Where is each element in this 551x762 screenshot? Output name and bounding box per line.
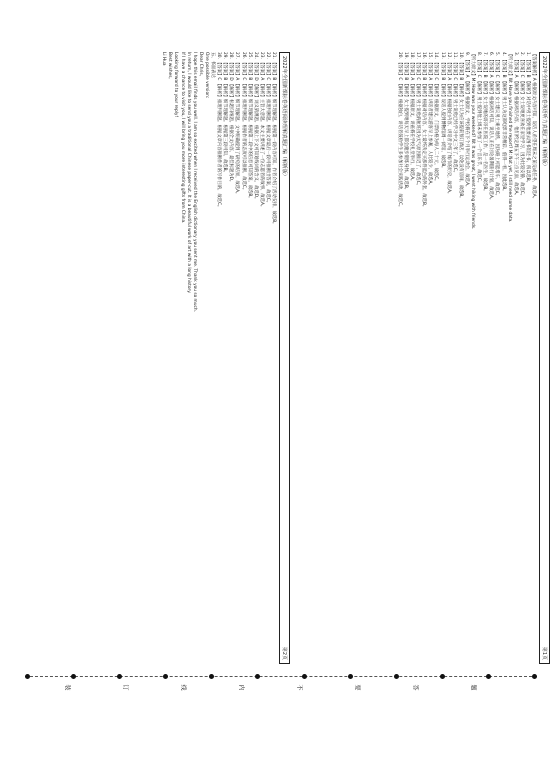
left-page-text (161, 52, 276, 664)
binding-hole-dot (209, 674, 214, 679)
left-page-line: 五、书面表达 (210, 52, 216, 78)
binding-hole-dot (394, 674, 399, 679)
right-page-line: 10. 【答案】B 【解析】女士认为应该提前预订酒店，以免没有房间，故选B。 (457, 52, 463, 201)
binding-strip-char: 装 (63, 684, 71, 691)
binding-hole-dot (302, 674, 307, 679)
left-page-line: 24. 【答案】D 【解析】词义猜测题。根据上下文可知划线词的含义，故选D。 (252, 52, 258, 202)
right-page-panel (292, 52, 550, 664)
right-page-header-title: 2022年全国新课标卷英语听力真题汇编（解析版） (541, 56, 547, 169)
right-page-line: 15. 【答案】A 【解析】讲话者建议游客早上参观，人比较少，故选A。 (427, 52, 433, 188)
right-page-line: 11. 【答案】C 【解析】男士说他已经学习中文三年了，故选C。 (451, 52, 457, 175)
left-page-line: 26. 【答案】C 【解析】推理判断题。根据作者的态度可以推断，故选C。 (240, 52, 246, 193)
left-page-line: 22. 【答案】C 【解析】推理判断题。根据文章最后一段可推断出答案，故选C。 (264, 52, 270, 206)
right-page-header-page: 第1页 (541, 646, 547, 660)
right-page-line: 【答案解析】A 根据原文内容可知，说话人希望在周末之前完成任务，故选A。 (531, 52, 536, 202)
left-page-panel (40, 52, 290, 664)
left-page-line: Dear Chris, (197, 52, 203, 77)
right-page-line: 13. 【答案】B 【解析】说话人提到博物馆周一闭馆，故选B。 (439, 52, 445, 171)
binding-strip-char: 要 (353, 684, 361, 691)
left-page-line: 25. 【答案】B 【解析】细节理解题。根据第二段中的信息可知答案，故选B。 (246, 52, 252, 201)
binding-hole-dot (532, 674, 537, 679)
right-page-line: 19. 【答案】B 【解析】女士提到她每天早上都会跑步锻炼身体，故选B。 (403, 52, 409, 193)
right-page-line: 1. 【答案】B 【解析】对话中男士提到他要去图书馆还书，所以选B。 (524, 52, 530, 186)
binding-hole-dot (440, 674, 445, 679)
binding-hole-dot (71, 674, 76, 679)
right-page-text (397, 52, 536, 664)
left-page-line: One possible version: (203, 52, 209, 99)
right-page-line: 7. 【答案】B 【解析】女士说她的哥哥在医院工作，是一名医生，故选B。 (482, 52, 488, 194)
binding-hole-dot (163, 674, 168, 679)
binding-strip-char: 答 (411, 684, 419, 691)
binding-strip-char: 订 (121, 684, 129, 691)
binding-hole-dot (25, 674, 30, 679)
binding-dashed-line (25, 676, 537, 677)
right-page-line: 14. 【答案】C 【解析】根据原文，门票价格为每人二十元，故选C。 (433, 52, 439, 184)
right-page-line: 17. 【答案】C 【解析】男士说他的航班因为天气原因推迟了，故选C。 (415, 52, 421, 188)
binding-hole-dot (255, 674, 260, 679)
right-page-line: 8. 【答案】C 【解析】男士提到他上周末参加了一个音乐节，故选C。 (476, 52, 482, 186)
right-page-line: 9. 【答案】A 【解析】根据原文，学校将在下个月举行运动会，故选A。 (463, 52, 469, 190)
binding-strip-char: 内 (237, 684, 245, 691)
left-page-header-title: 2022年全国新课标卷英语阅读理解真题汇编（解析版） (281, 56, 287, 179)
left-page-header-page: 第2页 (281, 646, 287, 660)
left-page-line: Looking forward to your reply! (173, 52, 179, 118)
binding-strip-char: 不 (295, 684, 303, 691)
right-page-line: 16. 【答案】B 【解析】根据对话内容，女士最终决定买那件蓝色的外套，故选B。 (421, 52, 427, 210)
left-page-line: 29. 【答案】B 【解析】细节理解题。根据第三段可知，故选B。 (222, 52, 228, 175)
right-page-line: 6. 【答案】A 【解析】根据对话可知，说话人正在讨论暑期旅行计划，故选A。 (488, 52, 494, 203)
left-page-line: Li Hua (161, 52, 167, 66)
left-page-header (279, 52, 290, 664)
right-page-line: 【听力原文】M: How was your weekend? W: It was great, I went hiking with friends. (470, 52, 476, 230)
left-page-line: Best wishes, (167, 52, 173, 79)
right-page-header (539, 52, 550, 664)
right-page-line: 5. 【答案】C 【解析】女士建议男士乘坐地铁，因为路上可能堵车，故选C。 (494, 52, 500, 199)
left-page-line: If I have a chance to visit you, I will bring you more interesting gifts from China. (179, 52, 185, 224)
binding-hole-dot (117, 674, 122, 679)
right-page-line: 2. 【答案】C 【解析】女士说她更喜欢在家里学习，因为比较安静，故选C。 (518, 52, 524, 199)
left-page-line: 27. 【答案】A 【解析】细节理解题。文中明确提到了研究的结果，故选A。 (234, 52, 240, 197)
right-page-line: 4. 【答案】B 【解析】男士认为这部电影非常精彩，值得一看，因此选B。 (500, 52, 506, 194)
right-page-line: 12. 【答案】A 【解析】根据独白内容，讲话者介绍了城市的历史，故选A。 (445, 52, 451, 197)
binding-strip (25, 674, 537, 714)
binding-hole-dot (486, 674, 491, 679)
left-page-line: 28. 【答案】D 【解析】标题归纳题。根据全文内容，最佳标题为D。 (228, 52, 234, 185)
left-page-line: I hope this email finds you well. I am so excited when I received the English dictionary you sent me. Thank you so much. (191, 52, 197, 312)
binding-strip-char: 线 (179, 684, 187, 691)
right-page-line: 20. 【答案】C 【解析】根据独白，讲话者鼓励学生多参加社会实践活动，故选C。 (396, 52, 402, 210)
left-page-line: 23. 【答案】A 【解析】主旨大意题。本文主要讲述了一位志愿者的故事，故选A。 (258, 52, 264, 210)
binding-hole-dot (348, 674, 353, 679)
left-page-line: In return, I would like to send you a traditional Chinese paper-cut. It is a beautiful work of art with a long history. (185, 52, 191, 294)
binding-strip-char: 题 (469, 684, 477, 691)
right-page-line: 18. 【答案】A 【解析】根据原文，讲座将在学校礼堂举行，故选A。 (409, 52, 415, 184)
right-page-line: 【听力原文】W: Have you finished the report? M: Not yet, I still need some data. (506, 52, 512, 223)
left-page-line: 21. 【答案】B 【解析】细节理解题。根据第一段内容可知，作者介绍了活动安排，故选B。 (271, 52, 276, 227)
right-page-line: 3. 【答案】A 【解析】根据对话内容，他们约定周五下午三点见面，故选A。 (512, 52, 518, 198)
left-page-line: 30. 【答案】C 【解析】推理判断题。根据文章内容推断作者的写作目的，故选C。 (216, 52, 222, 210)
